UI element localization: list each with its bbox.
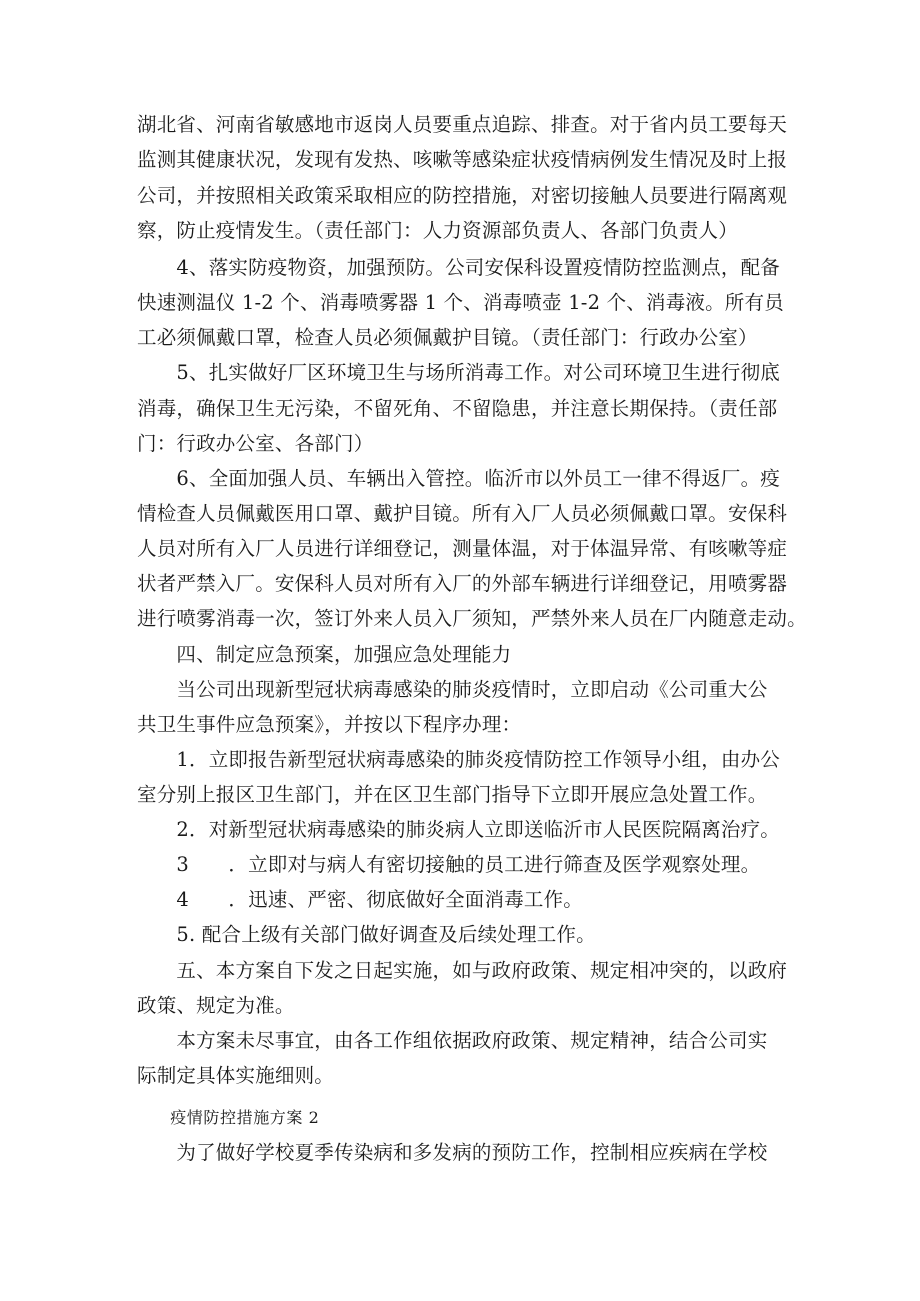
text-line: 当公司出现新型冠状病毒感染的肺炎疫情时，立即启动《公司重大公	[137, 678, 768, 701]
text-line: 湖北省、河南省敏感地市返岗人员要重点追踪、排查。对于省内员工要每天	[137, 113, 788, 136]
text-line: 6、全面加强人员、车辆出入管控。临沂市以外员工一律不得返厂。疫	[137, 467, 781, 490]
text-line: 5、扎实做好厂区环境卫生与场所消毒工作。对公司环境卫生进行彻底	[137, 361, 781, 384]
text-line: 四、制定应急预案，加强应急处理能力	[137, 643, 512, 666]
text-line: 监测其健康状况，发现有发热、咳嗽等感染症状疫情病例发生情况及时上报	[137, 148, 788, 171]
text-line: 人员对所有入厂人员进行详细登记，测量体温，对于体温异常、有咳嗽等症	[137, 537, 788, 560]
text-line: 状者严禁入厂。安保科人员对所有入厂的外部车辆进行详细登记，用喷雾器	[137, 572, 788, 595]
text-line: 5. 配合上级有关部门做好调查及后续处理工作。	[137, 923, 596, 946]
text-line: 际制定具体实施细则。	[137, 1064, 335, 1087]
text-line: 公司，并按照相关政策采取相应的防控措施，对密切接触人员要进行隔离观	[137, 184, 788, 207]
text-line: 室分别上报区卫生部门，并在区卫生部门指导下立即开展应急处置工作。	[137, 783, 768, 806]
text-line: 进行喷雾消毒一次，签订外来人员入厂须知，严禁外来人员在厂内随意走动。	[137, 607, 807, 630]
text-line: 本方案未尽事宜，由各工作组依据政府政策、规定精神，结合公司实	[137, 1029, 768, 1052]
text-line: 4、落实防疫物资，加强预防。公司安保科设置疫情防控监测点，配备	[137, 256, 781, 279]
text-line: 情检查人员佩戴医用口罩、戴护目镜。所有入厂人员必须佩戴口罩。安保科	[137, 502, 788, 525]
text-line: 工必须佩戴口罩，检查人员必须佩戴护目镜。（责任部门：行政办公室）	[137, 326, 758, 349]
text-line: 为了做好学校夏季传染病和多发病的预防工作，控制相应疾病在学校	[137, 1141, 768, 1164]
text-line: 察，防止疫情发生。（责任部门：人力资源部负责人、各部门负责人）	[137, 219, 738, 242]
text-line: 门：行政办公室、各部门）	[137, 432, 374, 455]
text-line: 3 ．立即对与病人有密切接触的员工进行筛查及医学观察处理。	[137, 853, 761, 876]
text-line: 消毒，确保卫生无污染，不留死角、不留隐患，并注意长期保持。（责任部	[137, 397, 778, 420]
text-line: 快速测温仪 1-2 个、消毒喷雾器 1 个、消毒喷壶 1-2 个、消毒液。所有员	[137, 291, 784, 314]
text-line: 共卫生事件应急预案》，并按以下程序办理：	[137, 713, 522, 736]
text-line: 五、本方案自下发之日起实施，如与政府政策、规定相冲突的，以政府	[137, 959, 788, 982]
text-line: 政策、规定为准。	[137, 994, 295, 1017]
text-line: 4 ．迅速、严密、彻底做好全面消毒工作。	[137, 888, 584, 911]
text-line: 2．对新型冠状病毒感染的肺炎病人立即送临沂市人民医院隔离治疗。	[137, 818, 781, 841]
section-title: 疫情防控措施方案 2	[137, 1108, 320, 1127]
text-line: 1．立即报告新型冠状病毒感染的肺炎疫情防控工作领导小组，由办公	[137, 748, 781, 771]
